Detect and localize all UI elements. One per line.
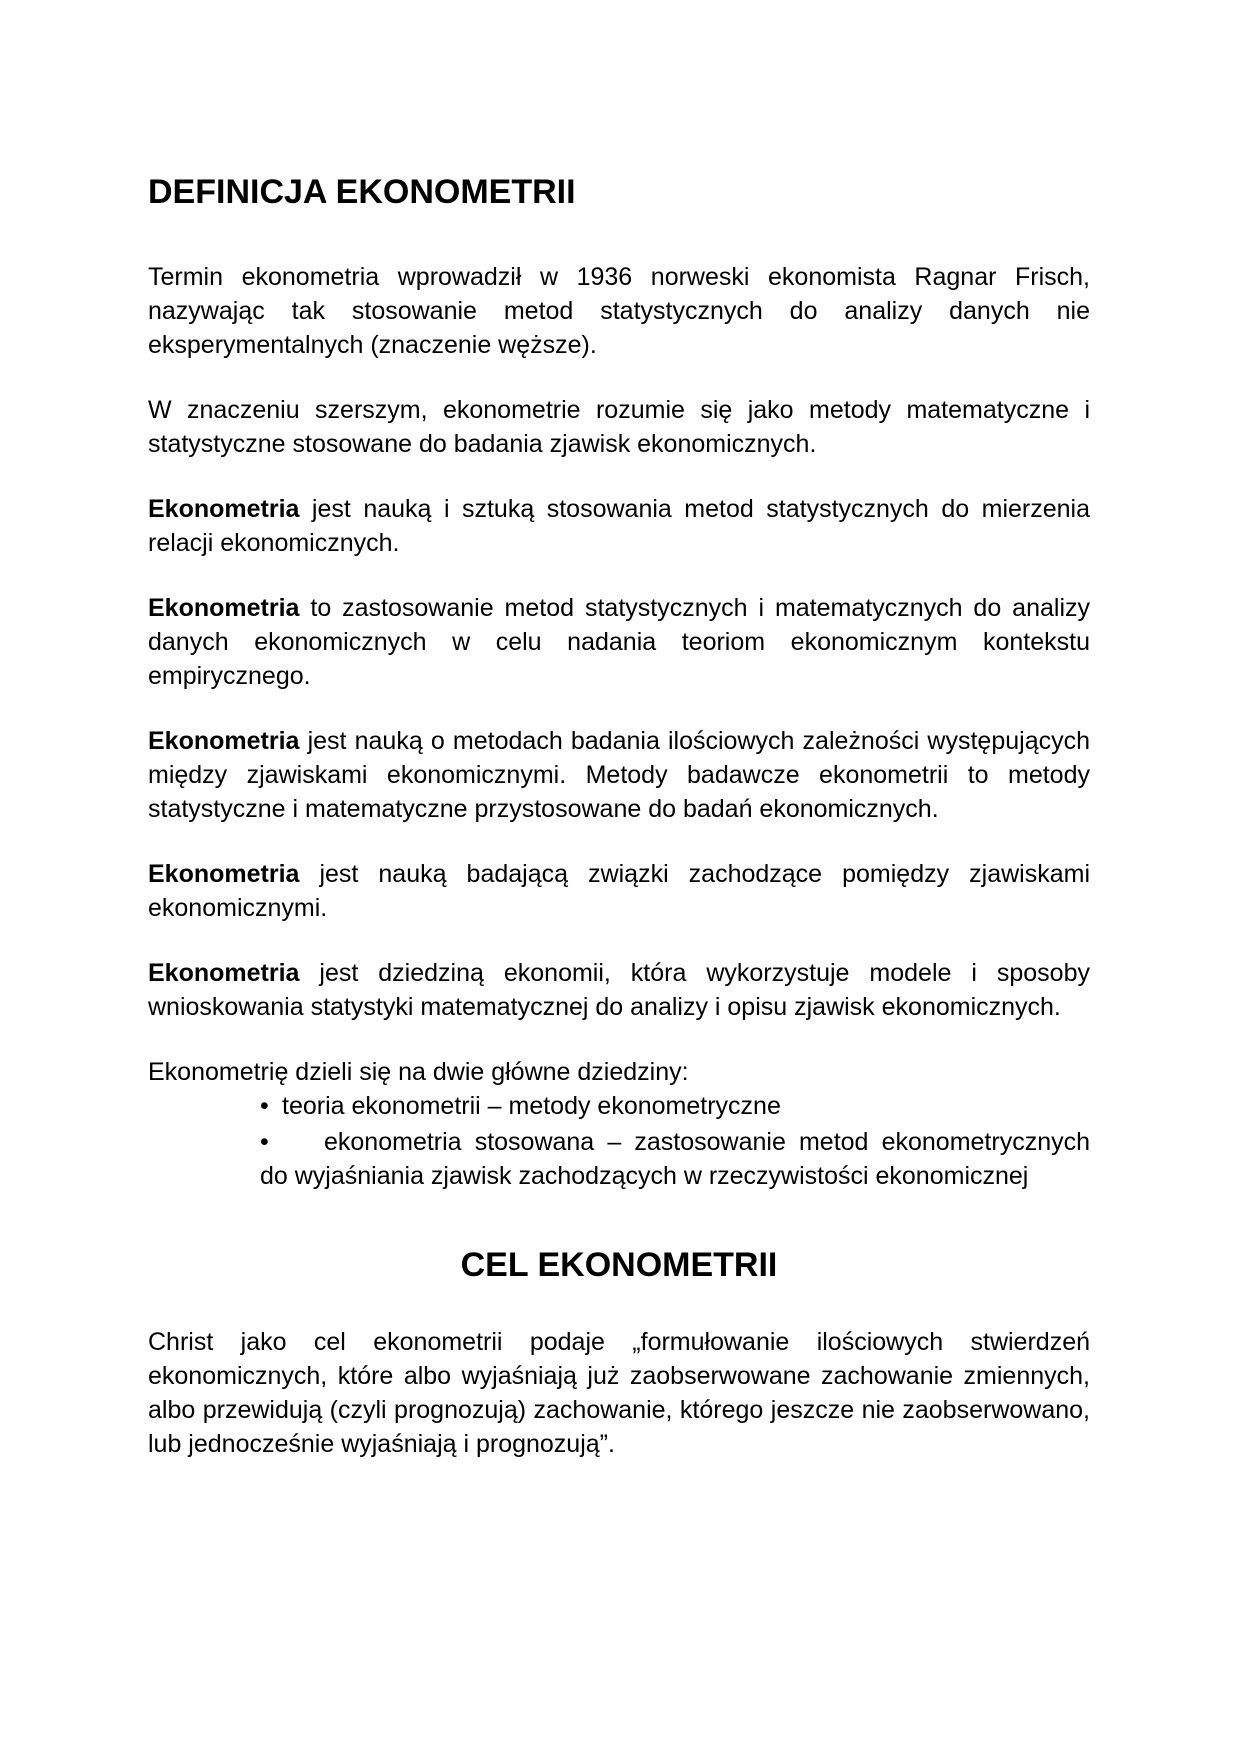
page-content xyxy=(148,170,1090,1492)
paragraph-text: to zastosowanie metod statystycznych i matematycznych do analizy danych ekonomicznych w celu nadania teoriom ekonomicznym kontekstu empirycznego. xyxy=(148,594,1090,690)
paragraph-frisch xyxy=(148,260,1090,362)
paragraph-lead-term: Ekonometria xyxy=(148,727,300,755)
section-title-goal: CEL EKONOMETRII xyxy=(460,1246,778,1284)
paragraph-text: jest nauką badającą związki zachodzące pomiędzy zjawiskami ekonomicznymi. xyxy=(148,860,1090,922)
paragraph-text: jest dziedziną ekonomii, która wykorzystuje modele i sposoby wnioskowania statystyki matematycznej do analizy i opisu zjawisk ekonomicznych. xyxy=(148,959,1090,1021)
paragraph-definition-3 xyxy=(148,724,1090,826)
paragraph-definition-4 xyxy=(148,857,1090,925)
paragraph-lead-term: Ekonometria xyxy=(148,594,300,622)
paragraph-text: W znaczeniu szerszym, ekonometrie rozumie się jako metody matematyczne i statystyczne stosowane do badania zjawisk ekonomicznych. xyxy=(148,396,1090,458)
bullet-icon: • xyxy=(260,1128,269,1156)
paragraph-definition-1 xyxy=(148,492,1090,560)
paragraph-christ: Christ jako cel ekonometrii podaje „formułowanie ilościowych stwierdzeń ekonomicznych, które albo wyjaśniają już zaobserwowane zachowanie zmiennych, albo przewidują (czyli prognozują) zachowanie, którego jeszcze nie zaobserwowano, lub jednocześnie wyjaśniają i prognozują”. xyxy=(148,1328,1090,1458)
list-item xyxy=(260,1089,1090,1123)
paragraph-lead-term: Ekonometria xyxy=(148,860,300,888)
paragraph-broad-meaning xyxy=(148,393,1090,461)
list-item xyxy=(260,1125,1090,1193)
paragraph-text: jest nauką o metodach badania ilościowych zależności występujących między zjawiskami ekonomicznymi. Metody badawcze ekonometrii to metody statystyczne i matematyczne przystosowane do badań ekonomicznych. xyxy=(148,727,1090,823)
paragraph-definition-2 xyxy=(148,591,1090,693)
bullet-icon: • xyxy=(260,1092,269,1120)
paragraph-lead-term: Ekonometria xyxy=(148,495,300,523)
paragraph-definition-5 xyxy=(148,956,1090,1024)
paragraph-lead-term: Ekonometria xyxy=(148,959,300,987)
section-title-definition: DEFINICJA EKONOMETRII xyxy=(148,173,576,211)
paragraph-text: jest nauką i sztuką stosowania metod statystycznych do mierzenia relacji ekonomicznych. xyxy=(148,495,1090,557)
divisions-intro: Ekonometrię dzieli się na dwie główne dziedziny: xyxy=(148,1058,689,1086)
list-item-text: teoria ekonometrii – metody ekonometryczne xyxy=(282,1092,781,1120)
divisions-list xyxy=(148,1089,1090,1193)
list-item-text: ekonometria stosowana – zastosowanie metod ekonometrycznych do wyjaśniania zjawisk zachodzących w rzeczywistości ekonomicznej xyxy=(260,1128,1090,1190)
paragraph-text: Termin ekonometria wprowadził w 1936 norweski ekonomista Ragnar Frisch, nazywając tak stosowanie metod statystycznych do analizy danych nie eksperymentalnych (znaczenie węższe). xyxy=(148,263,1090,359)
